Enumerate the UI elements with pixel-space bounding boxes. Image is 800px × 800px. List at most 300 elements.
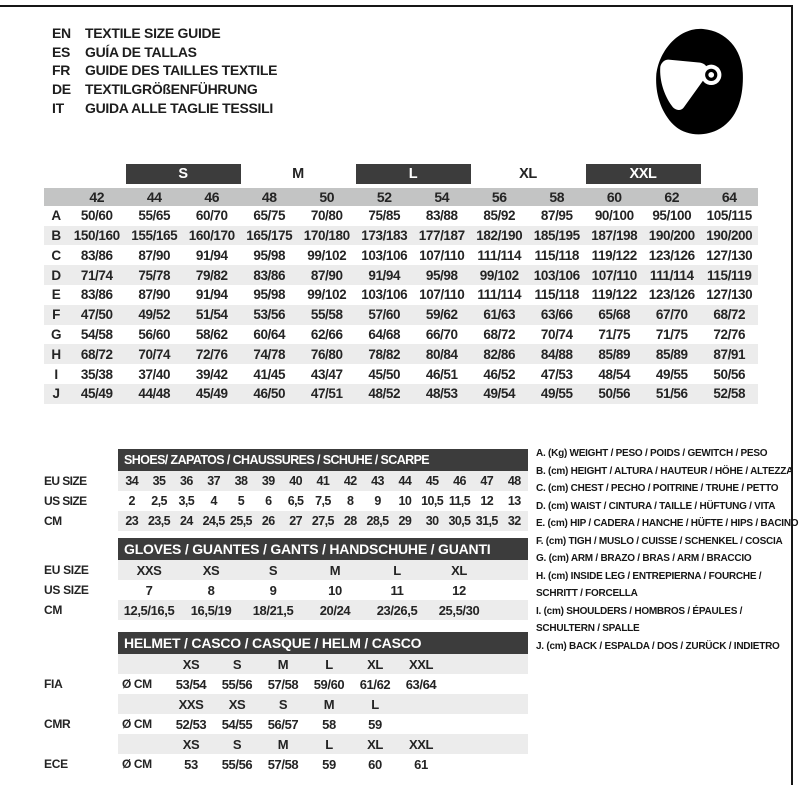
table-cell: 182/190 bbox=[471, 226, 529, 246]
table-cell: 103/106 bbox=[361, 287, 408, 303]
size-group-xxl: XXL bbox=[586, 164, 701, 186]
table-cell: 2,5 bbox=[151, 494, 167, 508]
table-cell: M bbox=[304, 560, 366, 580]
table-cell: 29 bbox=[391, 511, 418, 531]
language-row bbox=[52, 24, 277, 43]
language-title: GUÍA DE TALLAS bbox=[85, 43, 197, 60]
table-cell: 67/70 bbox=[643, 305, 701, 325]
table-cell: 60/70 bbox=[195, 208, 228, 224]
table-cell: 99/102 bbox=[307, 287, 347, 303]
table-cell: 72/76 bbox=[713, 326, 746, 342]
table-cell: 39/42 bbox=[195, 366, 228, 382]
table-cell: L bbox=[366, 560, 428, 580]
table-cell: 68/72 bbox=[701, 305, 759, 325]
table-cell: 10 bbox=[328, 582, 342, 598]
table-cell: 12,5/16,5 bbox=[118, 600, 180, 620]
table-cell: 57/58 bbox=[267, 756, 299, 772]
table-cell: 107/110 bbox=[419, 247, 465, 263]
unit-spacer bbox=[118, 734, 168, 754]
row-label: A bbox=[51, 208, 61, 224]
table-cell: 10,5 bbox=[421, 494, 444, 508]
row-label: G bbox=[50, 326, 62, 342]
table-cell: 85/89 bbox=[643, 344, 701, 364]
table-cell: 46/52 bbox=[483, 366, 516, 382]
table-cell: 63/64 bbox=[405, 676, 437, 692]
table-cell: 70/80 bbox=[310, 208, 343, 224]
size-number: 58 bbox=[528, 186, 586, 206]
table-cell: 47/51 bbox=[298, 384, 356, 404]
table-cell: 91/94 bbox=[195, 287, 228, 303]
table-cell: 57/60 bbox=[356, 305, 414, 325]
language-title: TEXTILE SIZE GUIDE bbox=[85, 25, 221, 42]
table-cell: 43/47 bbox=[310, 366, 343, 382]
table-cell: 11,5 bbox=[448, 494, 471, 508]
table-cell: 7,5 bbox=[315, 494, 331, 508]
size-group-m: M bbox=[241, 164, 356, 186]
table-cell: 56/60 bbox=[138, 326, 171, 342]
table-cell: 35/38 bbox=[80, 366, 113, 382]
table-cell: 95/98 bbox=[253, 287, 286, 303]
row-label: J bbox=[44, 384, 68, 404]
table-cell: 65/68 bbox=[586, 305, 644, 325]
size-number: 56 bbox=[471, 186, 529, 206]
measurement-row-c bbox=[44, 245, 758, 265]
row-label: CM bbox=[44, 511, 118, 531]
helmet-size bbox=[398, 694, 444, 714]
table-cell: 127/130 bbox=[706, 247, 753, 263]
table-cell: XL bbox=[428, 560, 490, 580]
helmet-sizes-row-fia bbox=[44, 654, 528, 674]
table-cell: 74/78 bbox=[241, 344, 299, 364]
table-cell: 76/80 bbox=[298, 344, 356, 364]
table-cell: 71/74 bbox=[68, 265, 126, 285]
table-cell: 115/118 bbox=[534, 247, 580, 263]
table-cell: 123/126 bbox=[648, 287, 695, 303]
table-cell: 10 bbox=[398, 494, 412, 508]
table-cell: 62/66 bbox=[310, 326, 343, 342]
row-label: US SIZE bbox=[44, 583, 89, 597]
row-label: US SIZE bbox=[44, 494, 87, 508]
table-cell: 115/118 bbox=[534, 287, 580, 303]
size-number: 54 bbox=[413, 186, 471, 206]
table-cell: 23/26,5 bbox=[366, 600, 428, 620]
row-label-spacer bbox=[44, 694, 118, 714]
gloves-size-table bbox=[44, 538, 528, 620]
table-cell: 95/98 bbox=[413, 265, 471, 285]
helmet-icon bbox=[650, 27, 748, 137]
table-cell: 25,5/30 bbox=[428, 600, 490, 620]
table-cell: 107/110 bbox=[586, 265, 644, 285]
table-cell: 177/187 bbox=[413, 226, 471, 246]
table-cell: 26 bbox=[255, 511, 282, 531]
table-cell: 71/75 bbox=[598, 326, 631, 342]
table-cell: 78/82 bbox=[356, 344, 414, 364]
gloves-title-bar: GLOVES / GUANTES / GANTS / HANDSCHUHE / GUANTI bbox=[118, 538, 528, 560]
table-cell: 65/75 bbox=[253, 208, 286, 224]
table-cell: 32 bbox=[500, 511, 528, 531]
table-cell: 71/75 bbox=[655, 326, 688, 342]
helmet-values-row-fia bbox=[44, 674, 528, 694]
helmet-size: XS bbox=[214, 694, 260, 714]
table-cell: 44/48 bbox=[126, 384, 184, 404]
filler-cell bbox=[444, 654, 528, 674]
table-cell: 34 bbox=[118, 471, 145, 491]
table-cell: 13 bbox=[507, 494, 521, 508]
table-cell: 105/115 bbox=[706, 208, 752, 224]
language-code: EN bbox=[52, 25, 71, 42]
table-cell: 45/50 bbox=[368, 366, 401, 382]
table-cell: 45 bbox=[418, 471, 445, 491]
table-cell: 85/92 bbox=[483, 208, 516, 224]
helmet-title-spacer bbox=[44, 632, 118, 654]
size-group-l: L bbox=[356, 164, 471, 186]
table-cell: 155/165 bbox=[126, 226, 184, 246]
table-cell: 49/54 bbox=[471, 384, 529, 404]
size-number: 60 bbox=[586, 186, 644, 206]
shoes-row bbox=[44, 511, 528, 531]
size-group-s: S bbox=[126, 164, 241, 186]
table-cell: 47/53 bbox=[540, 366, 573, 382]
table-cell: 55/65 bbox=[138, 208, 171, 224]
table-cell: 49/55 bbox=[528, 384, 586, 404]
table-cell: 115/119 bbox=[701, 265, 759, 285]
table-cell: 165/175 bbox=[241, 226, 299, 246]
table-cell: 53 bbox=[184, 756, 198, 772]
helmet-size: XXL bbox=[398, 734, 444, 754]
shoes-title-spacer bbox=[44, 449, 118, 471]
unit-label: Ø CM bbox=[122, 677, 152, 691]
table-cell: 70/74 bbox=[540, 326, 573, 342]
table-cell: 53/54 bbox=[175, 676, 207, 692]
table-cell: 80/84 bbox=[413, 344, 471, 364]
filler-cell bbox=[444, 754, 528, 774]
row-label: C bbox=[51, 247, 61, 263]
table-cell: 5 bbox=[237, 494, 245, 508]
table-cell: 75/78 bbox=[126, 265, 184, 285]
filler-cell bbox=[444, 674, 528, 694]
size-number: 48 bbox=[241, 186, 299, 206]
table-cell: 170/180 bbox=[298, 226, 356, 246]
table-cell: 90/100 bbox=[594, 208, 634, 224]
table-cell: 38 bbox=[227, 471, 254, 491]
table-cell: 190/200 bbox=[643, 226, 701, 246]
table-cell: 56/57 bbox=[267, 716, 299, 732]
helmet-size: L bbox=[352, 694, 398, 714]
table-cell: 49/55 bbox=[655, 366, 688, 382]
table-cell: 7 bbox=[145, 582, 153, 598]
filler-cell bbox=[490, 580, 528, 600]
shoes-row bbox=[44, 491, 528, 511]
table-cell: 54/55 bbox=[221, 716, 253, 732]
table-cell: 49/52 bbox=[126, 305, 184, 325]
table-cell: 95/100 bbox=[652, 208, 692, 224]
table-cell: 103/106 bbox=[528, 265, 586, 285]
legend-line: A. (Kg) WEIGHT / PESO / POIDS / GEWITCH / PESO bbox=[536, 448, 768, 459]
textile-size-table bbox=[44, 164, 758, 404]
table-cell: 53/56 bbox=[241, 305, 299, 325]
language-row bbox=[52, 80, 277, 99]
table-cell: 59 bbox=[322, 756, 336, 772]
table-cell: 59/60 bbox=[313, 676, 345, 692]
size-number: 50 bbox=[298, 186, 356, 206]
table-cell: 28 bbox=[337, 511, 364, 531]
table-cell: 58 bbox=[322, 716, 336, 732]
shoes-row bbox=[44, 471, 528, 491]
helmet-size: M bbox=[260, 654, 306, 674]
table-cell: 83/86 bbox=[80, 287, 113, 303]
table-cell: 52/58 bbox=[701, 384, 759, 404]
table-cell: 47 bbox=[473, 471, 500, 491]
legend-line: C. (cm) CHEST / PECHO / POITRINE / TRUHE / PETTO bbox=[536, 483, 779, 494]
language-row bbox=[52, 43, 277, 62]
table-cell: 91/94 bbox=[356, 265, 414, 285]
table-cell: 6 bbox=[265, 494, 272, 508]
filler-cell bbox=[490, 560, 528, 580]
language-row bbox=[52, 98, 277, 117]
row-label: CM bbox=[44, 600, 118, 620]
table-cell: 55/56 bbox=[221, 756, 253, 772]
table-cell: 36 bbox=[173, 471, 200, 491]
table-cell: 28,5 bbox=[364, 511, 391, 531]
helmet-size: M bbox=[306, 694, 352, 714]
language-title: GUIDA ALLE TAGLIE TESSILI bbox=[85, 99, 273, 116]
table-cell: 12 bbox=[480, 494, 494, 508]
legend-line: B. (cm) HEIGHT / ALTURA / HAUTEUR / HÖHE / ALTEZZA bbox=[536, 465, 794, 477]
table-cell: 87/90 bbox=[138, 247, 171, 263]
row-label: EU SIZE bbox=[44, 471, 118, 491]
measurement-legend bbox=[536, 448, 799, 658]
table-cell: 23 bbox=[118, 511, 145, 531]
table-cell: 59/62 bbox=[413, 305, 471, 325]
table-cell: 27,5 bbox=[309, 511, 336, 531]
size-number: 44 bbox=[126, 186, 184, 206]
table-cell: 48 bbox=[500, 471, 528, 491]
gloves-row bbox=[44, 600, 528, 620]
table-cell: 46/50 bbox=[241, 384, 299, 404]
measurement-row-g bbox=[44, 325, 758, 345]
gloves-title-row bbox=[44, 538, 528, 560]
table-cell: 24,5 bbox=[200, 511, 227, 531]
shoes-title-row bbox=[44, 449, 528, 471]
row-label: E bbox=[51, 287, 61, 303]
table-cell: 85/89 bbox=[586, 344, 644, 364]
gloves-title-spacer bbox=[44, 538, 118, 560]
table-cell: 61/63 bbox=[471, 305, 529, 325]
size-number: 52 bbox=[356, 186, 414, 206]
table-cell: 119/122 bbox=[591, 247, 637, 263]
table-cell: 187/198 bbox=[586, 226, 644, 246]
table-cell: 58/62 bbox=[195, 326, 228, 342]
table-cell: 46 bbox=[446, 471, 473, 491]
table-cell: 50/56 bbox=[713, 366, 746, 382]
shoes-size-table bbox=[44, 449, 528, 531]
table-cell: 119/122 bbox=[591, 287, 637, 303]
table-cell: 11 bbox=[390, 582, 404, 598]
row-label: F bbox=[44, 305, 68, 325]
table-cell: XXS bbox=[118, 560, 180, 580]
legend-line: H. (cm) INSIDE LEG / ENTREPIERNA / FOURCHE / bbox=[536, 570, 762, 582]
gloves-row bbox=[44, 560, 528, 580]
frame-border-right bbox=[791, 5, 793, 785]
legend-line: SCHRITT / FORCELLA bbox=[536, 588, 638, 599]
gloves-row bbox=[44, 580, 528, 600]
helmet-size: XXL bbox=[398, 654, 444, 674]
table-cell: 63/66 bbox=[528, 305, 586, 325]
legend-line: E. (cm) HIP / CADERA / HANCHE / HÜFTE / HIPS / BACINO bbox=[536, 518, 799, 529]
row-label: H bbox=[44, 344, 68, 364]
language-title: TEXTILGRÖßENFÜHRUNG bbox=[85, 81, 258, 98]
size-group-xl: XL bbox=[471, 164, 586, 186]
table-cell: 8 bbox=[207, 582, 215, 598]
unit-label: Ø CM bbox=[122, 717, 152, 731]
table-cell: 42 bbox=[337, 471, 364, 491]
textile-size-table-head bbox=[44, 164, 758, 206]
size-number: 64 bbox=[701, 186, 759, 206]
row-label: I bbox=[54, 366, 58, 382]
legend-line: G. (cm) ARM / BRAZO / BRAS / ARM / BRACCIO bbox=[536, 553, 752, 564]
table-cell: 61 bbox=[414, 756, 428, 772]
table-cell: 75/85 bbox=[368, 208, 401, 224]
table-cell: 123/126 bbox=[648, 247, 695, 263]
table-cell: 50/56 bbox=[586, 384, 644, 404]
table-cell: 64/68 bbox=[368, 326, 401, 342]
table-cell: 23,5 bbox=[145, 511, 172, 531]
filler-cell bbox=[444, 734, 528, 754]
table-cell: 9 bbox=[269, 582, 277, 598]
table-cell: 30 bbox=[418, 511, 445, 531]
table-cell: 48/54 bbox=[598, 366, 631, 382]
table-cell: 87/90 bbox=[298, 265, 356, 285]
table-cell: XS bbox=[180, 560, 242, 580]
table-cell: 47/50 bbox=[68, 305, 126, 325]
table-cell: 107/110 bbox=[419, 287, 465, 303]
helmet-size: L bbox=[306, 734, 352, 754]
table-cell: 61/62 bbox=[359, 676, 391, 692]
table-cell: 173/183 bbox=[356, 226, 414, 246]
row-label: EU SIZE bbox=[44, 560, 118, 580]
table-cell: 51/56 bbox=[643, 384, 701, 404]
table-cell: 27 bbox=[282, 511, 309, 531]
table-cell: 52/53 bbox=[175, 716, 207, 732]
helmet-size: XL bbox=[352, 654, 398, 674]
table-cell: 60 bbox=[368, 756, 382, 772]
table-cell: 84/88 bbox=[528, 344, 586, 364]
helmet-size: XS bbox=[168, 654, 214, 674]
measurement-row-a bbox=[44, 206, 758, 226]
table-cell: 48/53 bbox=[413, 384, 471, 404]
language-title-list bbox=[52, 24, 277, 117]
table-cell: 127/130 bbox=[706, 287, 753, 303]
legend-line: I. (cm) SHOULDERS / HOMBROS / ÉPAULES / bbox=[536, 605, 743, 617]
table-cell: 2 bbox=[128, 494, 135, 508]
table-cell: 35 bbox=[145, 471, 172, 491]
helmet-size: M bbox=[260, 734, 306, 754]
table-cell: 43 bbox=[364, 471, 391, 491]
measurement-row-f bbox=[44, 305, 758, 325]
language-code: DE bbox=[52, 81, 71, 98]
filler-cell bbox=[444, 714, 528, 734]
table-cell: 66/70 bbox=[425, 326, 458, 342]
size-number-row bbox=[44, 186, 758, 206]
table-cell: 44 bbox=[391, 471, 418, 491]
table-cell: 111/114 bbox=[643, 265, 701, 285]
table-cell: 4 bbox=[210, 494, 217, 508]
table-cell: 87/91 bbox=[701, 344, 759, 364]
table-cell: 25,5 bbox=[227, 511, 254, 531]
size-number: 42 bbox=[68, 186, 126, 206]
table-cell: 37 bbox=[200, 471, 227, 491]
measurement-row-h bbox=[44, 344, 758, 364]
table-cell: 51/54 bbox=[183, 305, 241, 325]
row-label: ECE bbox=[44, 757, 68, 771]
helmet-title-bar: HELMET / CASCO / CASQUE / HELM / CASCO bbox=[118, 632, 528, 654]
frame-border-top bbox=[0, 5, 793, 7]
row-label: CMR bbox=[44, 717, 71, 731]
table-cell: 68/72 bbox=[483, 326, 516, 342]
table-cell: 16,5/19 bbox=[180, 600, 242, 620]
table-cell: 41/45 bbox=[253, 366, 286, 382]
table-cell: 83/88 bbox=[425, 208, 458, 224]
measurement-row-i bbox=[44, 364, 758, 384]
filler-cell bbox=[444, 694, 528, 714]
table-cell: 70/74 bbox=[126, 344, 184, 364]
table-cell: 79/82 bbox=[183, 265, 241, 285]
table-cell: 40 bbox=[282, 471, 309, 491]
row-label: FIA bbox=[44, 677, 63, 691]
helmet-size: S bbox=[214, 654, 260, 674]
language-title: GUIDE DES TAILLES TEXTILE bbox=[85, 62, 278, 79]
language-code: ES bbox=[52, 43, 71, 60]
table-cell: 48/52 bbox=[356, 384, 414, 404]
table-cell: 87/90 bbox=[138, 287, 171, 303]
table-cell: 95/98 bbox=[253, 247, 286, 263]
helmet-size: XS bbox=[168, 734, 214, 754]
helmet-sizes-row-ece bbox=[44, 734, 528, 754]
table-cell: 3,5 bbox=[178, 494, 195, 508]
language-code: FR bbox=[52, 62, 71, 79]
legend-line: SCHULTERN / SPALLE bbox=[536, 623, 640, 634]
table-cell: 37/40 bbox=[138, 366, 171, 382]
row-label: B bbox=[44, 226, 68, 246]
legend-line: F. (cm) TIGH / MUSLO / CUISSE / SCHENKEL / COSCIA bbox=[536, 535, 783, 547]
row-label-spacer bbox=[44, 734, 118, 754]
table-cell: 99/102 bbox=[471, 265, 529, 285]
helmet-values-row-cmr bbox=[44, 714, 528, 734]
size-group-row bbox=[44, 164, 758, 186]
helmet-values-row-ece bbox=[44, 754, 528, 774]
table-cell: 20/24 bbox=[304, 600, 366, 620]
size-number: 46 bbox=[183, 186, 241, 206]
unit-spacer bbox=[118, 654, 168, 674]
legend-line: J. (cm) BACK / ESPALDA / DOS / ZURÜCK / INDIETRO bbox=[536, 640, 780, 652]
helmet-size-table bbox=[44, 632, 528, 774]
table-cell: 60/64 bbox=[253, 326, 286, 342]
table-cell: 190/200 bbox=[701, 226, 759, 246]
measurement-row-b bbox=[44, 226, 758, 246]
table-cell: 83/86 bbox=[241, 265, 299, 285]
table-cell: 46/51 bbox=[425, 366, 458, 382]
filler-cell bbox=[490, 600, 528, 620]
table-cell: 31,5 bbox=[473, 511, 500, 531]
size-group-spacer bbox=[701, 164, 759, 186]
size-row-spacer bbox=[44, 186, 68, 206]
table-cell: 160/170 bbox=[183, 226, 241, 246]
table-cell: 24 bbox=[173, 511, 200, 531]
table-cell: 72/76 bbox=[183, 344, 241, 364]
table-cell: 55/58 bbox=[298, 305, 356, 325]
table-cell: 185/195 bbox=[528, 226, 586, 246]
table-cell: 9 bbox=[374, 494, 381, 508]
